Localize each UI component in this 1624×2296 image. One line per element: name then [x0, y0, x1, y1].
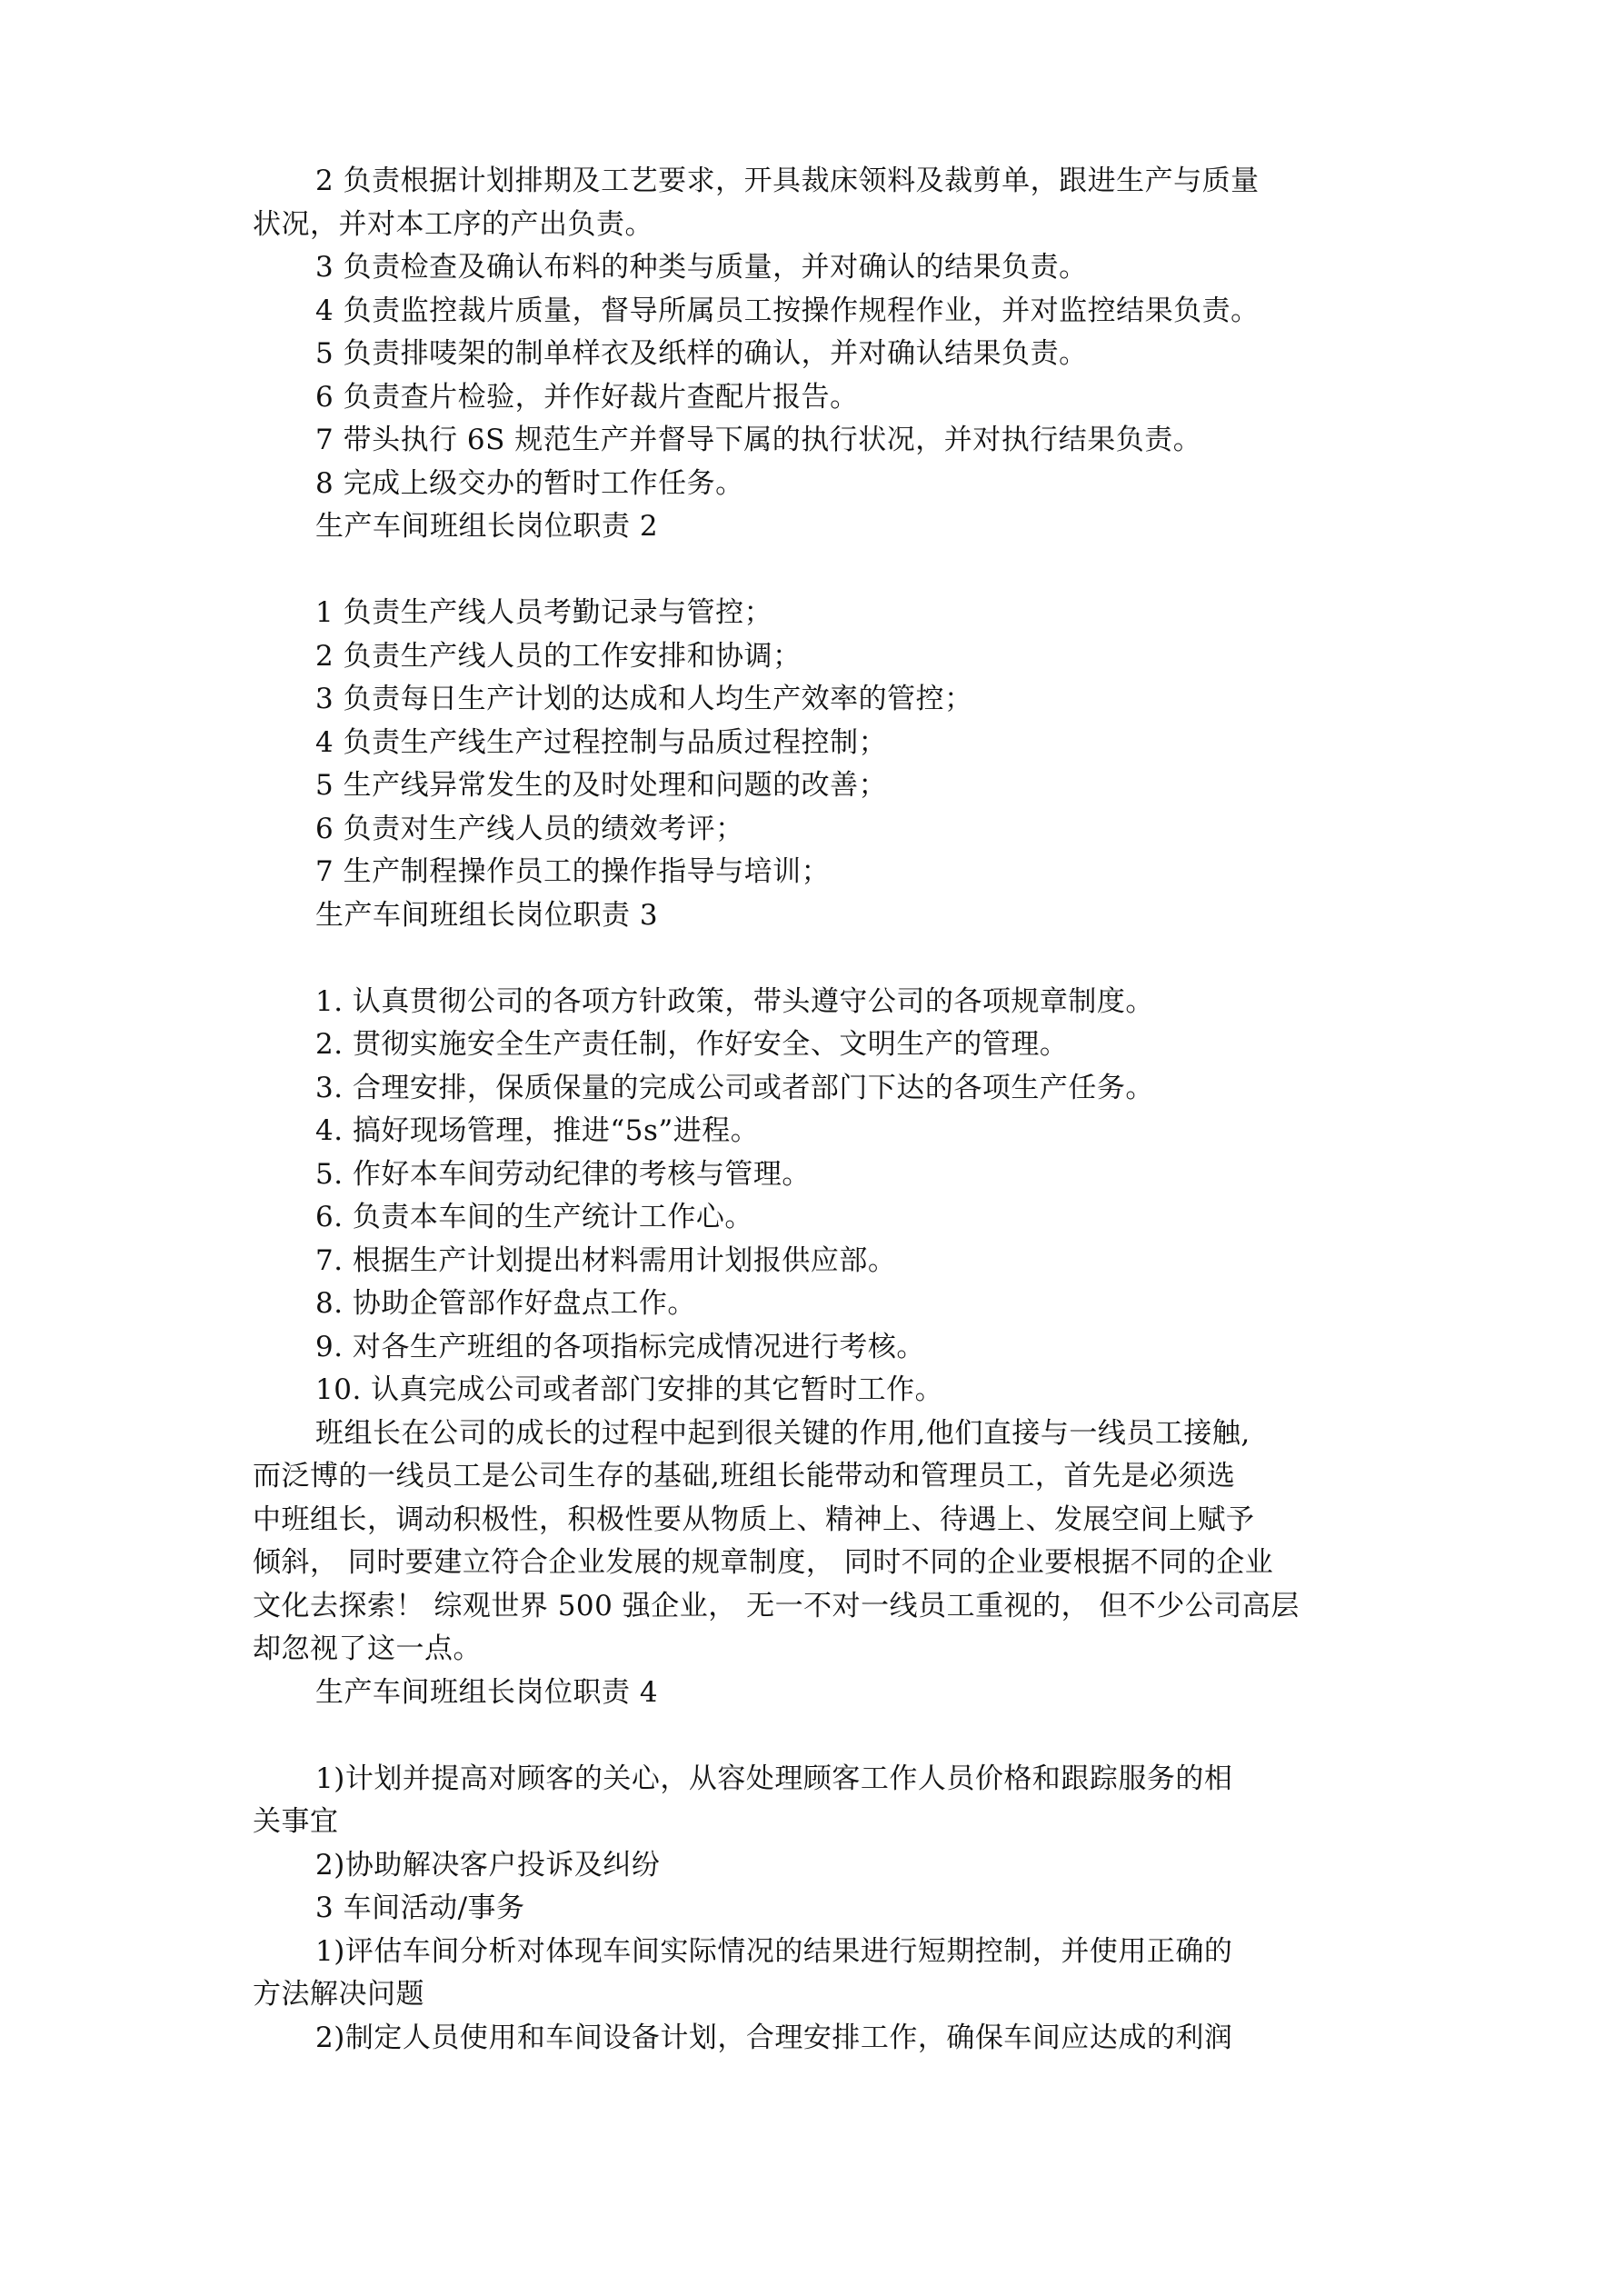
text-line: 2)制定人员使用和车间设备计划，合理安排工作，确保车间应达成的利润 [315, 2021, 1233, 2054]
text-line: 班组长在公司的成长的过程中起到很关键的作用,他们直接与一线员工接触, [315, 1416, 1250, 1450]
text-line: 2 负责根据计划排期及工艺要求，开具裁床领料及裁剪单，跟进生产与质量 [315, 165, 1260, 197]
text-line: 而泛博的一线员工是公司生存的基础,班组长能带动和管理员工，首先是必须选 [253, 1460, 1236, 1492]
blank-line [253, 1714, 1400, 1758]
text-line: 生产车间班组长岗位职责 2 [315, 510, 659, 543]
text-line: 生产车间班组长岗位职责 3 [315, 898, 659, 932]
text-line: 3 负责每日生产计划的达成和人均生产效率的管控； [315, 683, 973, 715]
text-line: 6. 负责本车间的生产统计工作心。 [315, 1201, 753, 1233]
text-line: 3 车间活动/事务 [315, 1892, 525, 1924]
text-line: 3. 合理安排，保质保量的完成公司或者部门下达的各项生产任务。 [315, 1071, 1154, 1104]
text-line: 4 负责监控裁片质量，督导所属员工按操作规程作业，并对监控结果负责。 [315, 294, 1260, 327]
text-line: 文化去探索！ 综观世界 500 强企业， 无一不对一线员工重视的， 但不少公司高层 [253, 1589, 1300, 1622]
text-line: 却忽视了这一点。 [253, 1632, 482, 1665]
text-line: 1 负责生产线人员考勤记录与管控； [315, 596, 773, 629]
text-line: 倾斜， 同时要建立符合企业发展的规章制度， 同时不同的企业要根据不同的企业 [253, 1546, 1274, 1579]
text-line: 1. 认真贯彻公司的各项方针政策，带头遵守公司的各项规章制度。 [315, 984, 1154, 1018]
text-line: 5 生产线异常发生的及时处理和问题的改善； [315, 769, 888, 802]
text-line: 7 带头执行 6S 规范生产并督导下属的执行状况，并对执行结果负责。 [315, 424, 1202, 456]
text-line: 2 负责生产线人员的工作安排和协调； [315, 639, 802, 673]
text-line: 方法解决问题 [253, 1978, 424, 2011]
document-body [253, 160, 1400, 2060]
blank-line [253, 937, 1400, 981]
text-line: 1)计划并提高对顾客的关心，从容处理顾客工作人员价格和跟踪服务的相 [315, 1762, 1233, 1795]
text-line: 5. 作好本车间劳动纪律的考核与管理。 [315, 1157, 811, 1191]
text-line: 4. 搞好现场管理，推进“5s”进程。 [315, 1114, 760, 1147]
text-line: 6 负责对生产线人员的绩效考评； [315, 812, 744, 845]
text-line: 10. 认真完成公司或者部门安排的其它暂时工作。 [315, 1373, 944, 1406]
text-line: 8 完成上级交办的暂时工作任务。 [315, 466, 744, 500]
text-line: 生产车间班组长岗位职责 4 [315, 1675, 659, 1709]
text-line: 6 负责查片检验，并作好裁片查配片报告。 [315, 380, 859, 414]
text-line: 7 生产制程操作员工的操作指导与培训； [315, 855, 831, 888]
text-line: 8. 协助企管部作好盘点工作。 [315, 1287, 696, 1320]
text-line: 3 负责检查及确认布料的种类与质量，并对确认的结果负责。 [315, 251, 1088, 284]
text-line: 1)评估车间分析对体现车间实际情况的结果进行短期控制，并使用正确的 [315, 1934, 1233, 1968]
text-line: 4 负责生产线生产过程控制与品质过程控制； [315, 725, 888, 759]
text-line: 关事宜 [253, 1805, 339, 1838]
text-line: 5 负责排唛架的制单样衣及纸样的确认，并对确认结果负责。 [315, 337, 1088, 370]
text-line: 7. 根据生产计划提出材料需用计划报供应部。 [315, 1243, 897, 1277]
blank-line [253, 549, 1400, 593]
text-line: 2. 贯彻实施安全生产责任制，作好安全、文明生产的管理。 [315, 1028, 1069, 1061]
text-line: 2)协助解决客户投诉及纠纷 [315, 1848, 661, 1882]
text-line: 9. 对各生产班组的各项指标完成情况进行考核。 [315, 1330, 925, 1363]
text-line: 中班组长，调动积极性，积极性要从物质上、精神上、待遇上、发展空间上赋予 [253, 1502, 1255, 1536]
text-line: 状况，并对本工序的产出负责。 [253, 207, 653, 241]
